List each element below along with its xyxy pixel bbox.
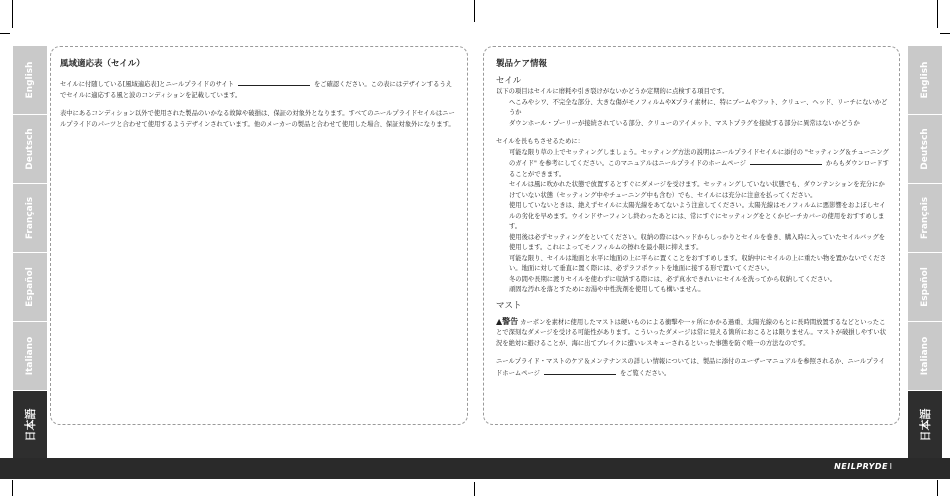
list-item: 可能な限り、セイルは地面と水平に地面の上に平らに置くことをおすすめします。収納中にセイルの上に重たい物を置かないでください。地面に対して垂直に置く際には、必ずラフポケットを地面に接する形で置いてください。 xyxy=(509,254,886,272)
list-item: ダウンホール・プーリーが接続されている部分、クリューのアイメット、マストプラグを接続する部分に異常はないかどうか xyxy=(509,119,860,127)
tab-label: English xyxy=(920,61,930,99)
right-page-content xyxy=(496,58,890,387)
paragraph xyxy=(60,79,456,101)
text: カーボンを素材に使用したマストは硬いものによる衝撃や一ヶ所にかかる過重、太陽光線のもとに長時間放置するなどといったことで深刻なダメージを受ける可能性があります。こういったダメージは常に見える箇所におこるとは限りません。マストが破損しやすい状況を絶対に避けることが、海に出てブレイクに遭いレスキューされるといった事態を防ぐ唯一の方法なのです。 xyxy=(496,318,887,347)
url-blank xyxy=(750,158,822,165)
list-item: へこみやシワ、不完全な部分、大きな傷がモノフィルムやXプライ素材に、特にブームやフット、クリュー、ヘッド、リーチにないかどうか xyxy=(509,98,888,116)
paragraph xyxy=(496,357,890,379)
footer-bar xyxy=(0,458,950,479)
tab-label: Español xyxy=(25,267,35,307)
list-item: 冬の間や長期に渡りセイルを使わずに収納する際には、必ず真水できれいにセイルを洗ってから収納してください。 xyxy=(509,275,837,283)
tab-label: Italiano xyxy=(25,336,35,376)
crop-mark xyxy=(0,33,10,34)
section-heading: マスト xyxy=(496,300,522,311)
tab-italiano[interactable] xyxy=(908,322,942,390)
tab-espanol[interactable] xyxy=(908,253,942,321)
text: ニールプライド・マストのケア＆メンテナンスの詳しい情報については、製品に添付のユーザーマニュアルを参照されるか、ニールプライドホームページ xyxy=(496,358,885,377)
tab-english[interactable] xyxy=(13,46,47,114)
tab-label: Italiano xyxy=(920,336,930,376)
paragraph xyxy=(496,317,890,350)
warning-label: 警告 xyxy=(502,316,519,326)
tab-label: Français xyxy=(25,196,35,240)
tab-label: English xyxy=(25,61,35,99)
tab-label: 日本語 xyxy=(919,408,932,442)
list-item: セイルは風に吹かれた状態で放置するとすぐにダメージを受けます。セッティングしていない状態でも、ダウンテンションを充分にかけていない状態（セッティング中やチューニング中も含む）でも、セイルには充分に注意を払ってください。 xyxy=(509,181,885,199)
subheading: セイルを長もちさせるために： xyxy=(496,138,584,145)
tab-label: Deutsch xyxy=(920,128,930,170)
text: 可能な限り草の上でセッティングしましょう。セッティング方法の説明はニールプライドセイルに添付の "セッティング＆チューニングのガイド" を参考にしてください。このマニュアルはニールプライドのホームページ xyxy=(509,148,889,167)
crop-mark xyxy=(937,480,938,496)
tab-italiano[interactable] xyxy=(13,322,47,390)
text: 以下の項目はセイルに磨耗や引き裂けがないかどうか定期的に点検する項目です。 xyxy=(496,88,729,95)
page-number: I xyxy=(889,462,892,471)
tab-label: Deutsch xyxy=(25,128,35,170)
url-blank xyxy=(238,79,310,86)
crop-mark xyxy=(12,480,13,496)
tab-label: Français xyxy=(920,196,930,240)
tab-label: 日本語 xyxy=(24,408,37,442)
tab-francais[interactable] xyxy=(908,184,942,252)
crop-mark xyxy=(474,482,475,496)
paragraph: 表中にあるコンディション以外で使用された製品のいかなる故障や破損は、保証の対象外となります。すべてのニールプライドセイルはニールプライドのパーツと合わせて使用するようデザインされています。他のメーカーの製品と合わせて使用した場合、保証対象外になります。 xyxy=(60,110,455,128)
tab-label: Español xyxy=(920,267,930,307)
list-item xyxy=(496,148,890,181)
crop-mark xyxy=(940,33,950,34)
text: をご確認ください。この表にはデザインするうえでセイルに適応する風と波のコンディションを記載しています。 xyxy=(60,81,453,99)
left-page-content xyxy=(60,58,456,138)
text: をご覧ください。 xyxy=(619,369,671,377)
list-item: 使用後は必ずセッティングをといてください。収納の際にはヘッドからしっかりとセイルを巻き、購入時に入っていたセイルバッグを使用します。これによってモノフィルムの擦れを最小限に抑えます。 xyxy=(509,233,886,251)
crop-mark xyxy=(474,0,475,22)
list-item: 使用していないときは、絶えずセイルに太陽光線をあてないよう注意してください。太陽光線はモノフィルムに悪影響をおよぼしセイルの劣化を早めます。ウインドサーフィンし終わったあとには、常にすぐにセッティングをとくかビーチカバーの使用をおすすめします。 xyxy=(509,202,886,230)
list-item: 頑固な汚れを落とすためにお湯や中性洗剤を使用しても構いません。 xyxy=(509,286,705,293)
tab-japanese[interactable] xyxy=(908,391,942,459)
text: からもダウンロードすることができます。 xyxy=(509,160,889,178)
page-title: 製品ケア情報 xyxy=(496,59,548,69)
page-title: 風域適応表（セイル） xyxy=(60,59,145,69)
text: セイルに付随している[風域適応表]とニールプライドのサイト xyxy=(60,81,234,88)
tab-espanol[interactable] xyxy=(13,253,47,321)
tab-deutsch[interactable] xyxy=(13,115,47,183)
url-blank xyxy=(544,368,616,375)
tab-english[interactable] xyxy=(908,46,942,114)
brand-logo: NEILPRYDE xyxy=(834,462,888,471)
tab-deutsch[interactable] xyxy=(908,115,942,183)
crop-mark xyxy=(937,0,938,28)
warning-icon: ▲ xyxy=(496,316,503,326)
tab-francais[interactable] xyxy=(13,184,47,252)
section-heading: セイル xyxy=(496,76,522,86)
crop-mark xyxy=(12,0,13,28)
tab-japanese[interactable] xyxy=(13,391,47,459)
